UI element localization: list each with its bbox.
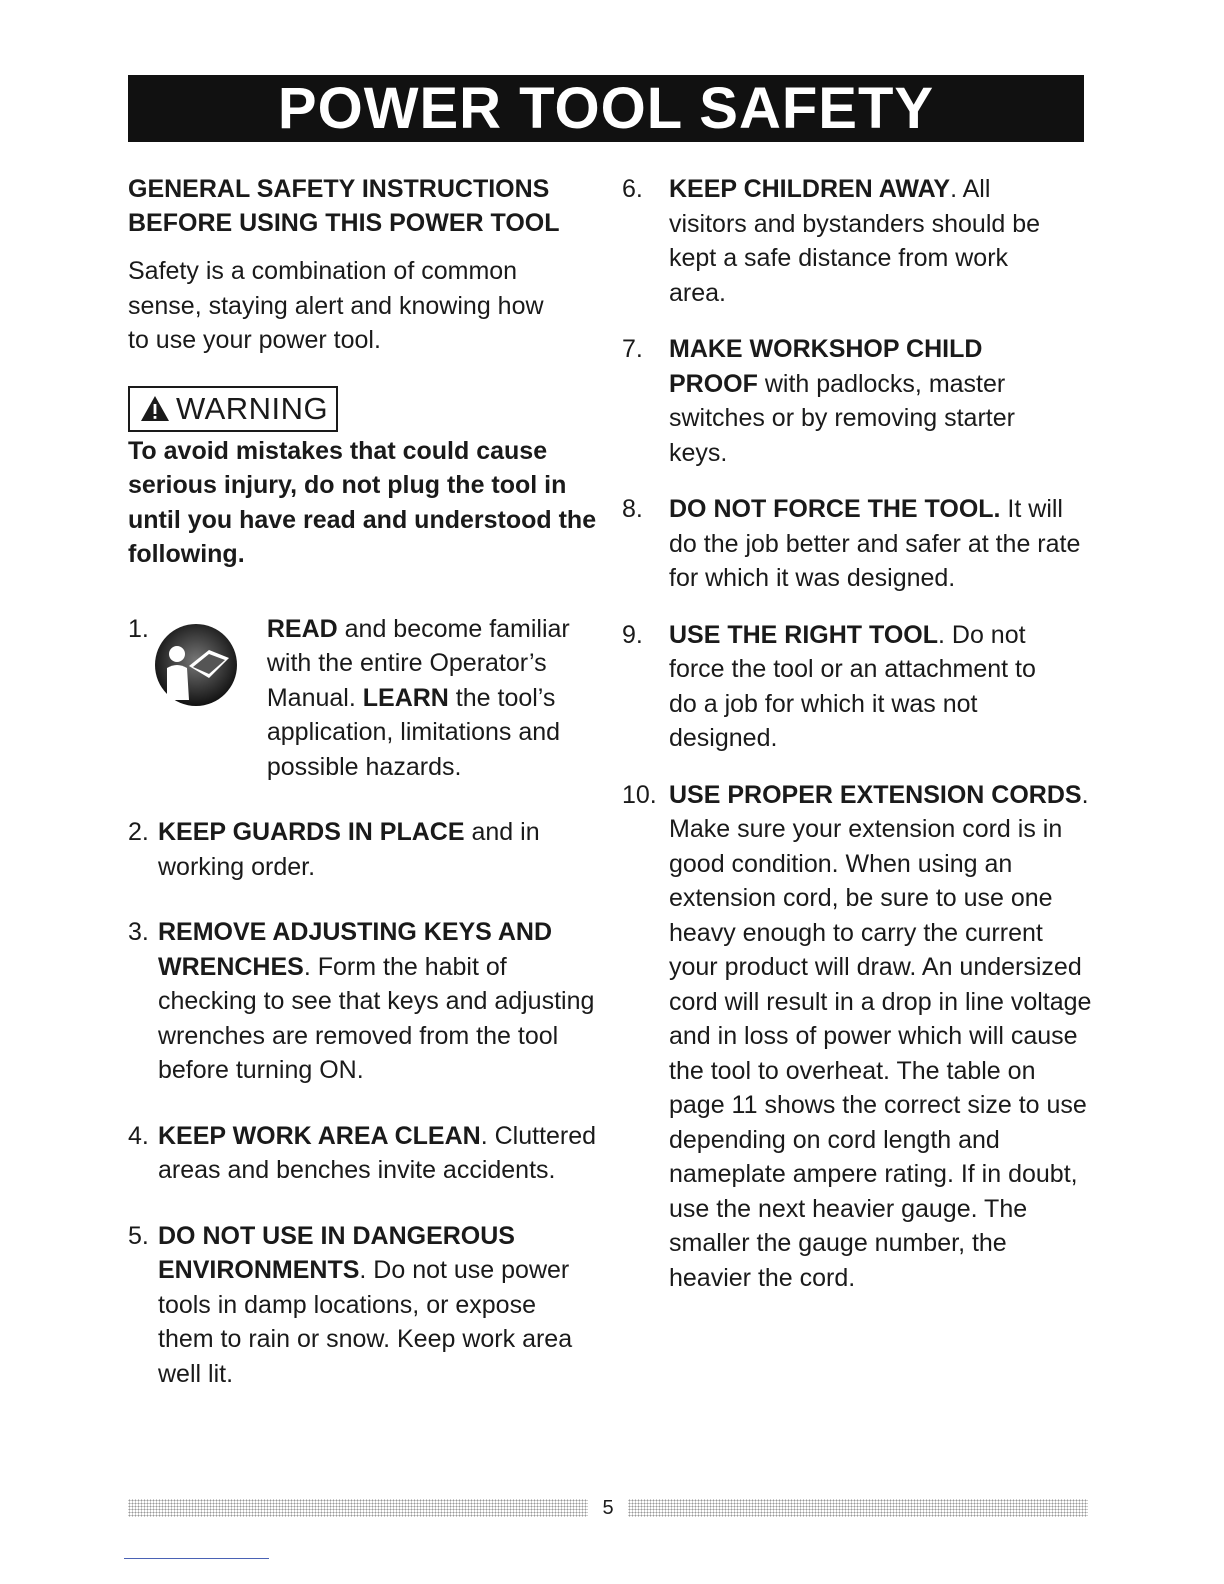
list-item-6: 6. KEEP CHILDREN AWAY. All visitors and bystanders should be kept a safe distance from work area.	[622, 175, 1041, 307]
list-item-1	[128, 612, 598, 785]
list-item-7: 7. MAKE WORKSHOP CHILD PROOF with padlocks, master switches or by removing starter keys.	[622, 335, 1015, 467]
footer-dotted-rule	[128, 1499, 588, 1517]
list-item-9: 9. USE THE RIGHT TOOL. Do not force the tool or an attachment to do a job for which it was not designed.	[622, 620, 1036, 752]
item-bold: READ	[266, 614, 338, 643]
list-item-10: 10. USE PROPER EXTENSION CORDS. Make sure your extension cord is in good condition. When using an extension cord, be sure to use one heavy enough to carry the current your product will draw. An undersized cord will result in a drop in line voltage and in loss of power which will cause the tool to overheat. The table on page 11 shows the correct size to use depending on cord length and nameplate ampere rating. If in doubt, use the next heavier gauge. The smaller the gauge number, the heavier the cord.	[622, 780, 1092, 1292]
list-item-4: 4. KEEP WORK AREA CLEAN. Cluttered areas and benches invite accidents.	[128, 1121, 597, 1184]
intro-paragraph: Safety is a combination of common sense, staying alert and knowing how to use your power tool.	[128, 257, 544, 354]
bottom-rule	[124, 1558, 269, 1559]
list-item-8: 8. DO NOT FORCE THE TOOL. It will do the job better and safer at the rate for which it was designed.	[622, 495, 1081, 592]
item-text: READ and become familiar with the entire Operator’s Manual. LEARN the tool’s application, limitations and possible hazards.	[266, 614, 570, 781]
warning-box	[128, 386, 338, 432]
warning-triangle-icon	[140, 395, 170, 422]
section-heading-line2: BEFORE USING THIS POWER TOOL	[128, 209, 560, 237]
section-heading-line1: GENERAL SAFETY INSTRUCTIONS	[128, 175, 550, 203]
page-number: 5	[602, 1496, 614, 1519]
list-item-2: 2. KEEP GUARDS IN PLACE and in working order.	[128, 818, 540, 881]
right-column	[622, 172, 1092, 1295]
page-footer	[128, 1494, 1088, 1522]
item-number: 1.	[128, 614, 149, 643]
page-banner	[128, 75, 1084, 142]
list-item-5: 5. DO NOT USE IN DANGEROUS ENVIRONMENTS. Do not use power tools in damp locations, or expose them to rain or snow. Keep work area well lit.	[128, 1221, 573, 1388]
footer-dotted-rule	[628, 1499, 1088, 1517]
warning-text: To avoid mistakes that could cause serious injury, do not plug the tool in until you have read and understood the following.	[128, 436, 597, 568]
left-column	[128, 172, 598, 1391]
list-item-3: 3. REMOVE ADJUSTING KEYS AND WRENCHES. Form the habit of checking to see that keys and adjusting wrenches are removed from the tool before turning ON.	[128, 918, 595, 1084]
page-title: POWER TOOL SAFETY	[277, 75, 935, 141]
warning-label: WARNING	[176, 390, 329, 426]
read-manual-icon	[153, 612, 253, 785]
